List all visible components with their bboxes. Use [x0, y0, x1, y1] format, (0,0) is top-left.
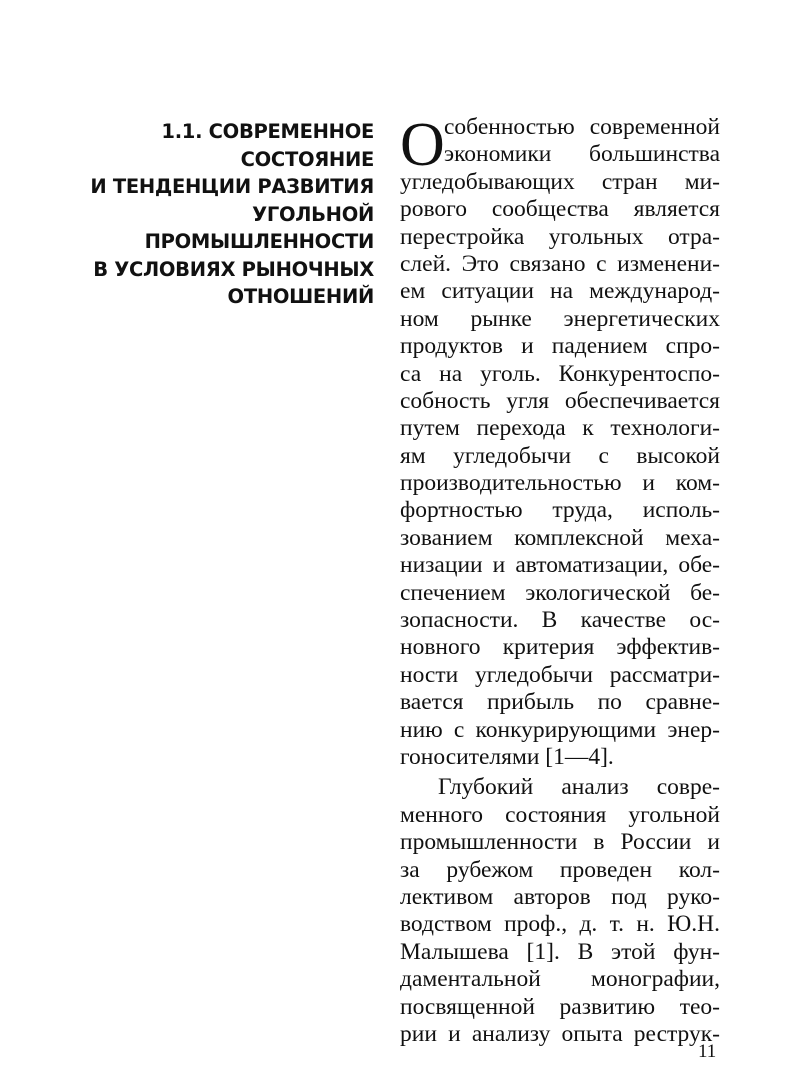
body-text-column	[400, 111, 720, 1048]
text-line: са на уголь. Конкурентоспо-	[400, 360, 720, 387]
text-line: рии и анализу опыта реструк-	[400, 1020, 720, 1047]
text-line: за рубежом проведен кол-	[400, 856, 720, 883]
text-line: Малышева [1]. В этой фун-	[400, 938, 720, 965]
text-line: посвященной развитию тео-	[400, 993, 720, 1020]
text-line: ям угледобычи с высокой	[400, 442, 720, 469]
text-line: собность угля обеспечивается	[400, 387, 720, 414]
text-line: лективом авторов под руко-	[400, 883, 720, 910]
text-line: менного состояния угольной	[400, 801, 720, 828]
heading-line: В УСЛОВИЯХ РЫНОЧНЫХ	[93, 257, 374, 281]
paragraph-1	[400, 111, 720, 771]
text-line: фортностью труда, исполь-	[400, 497, 720, 524]
text-line: угледобывающих стран ми-	[400, 168, 720, 195]
text-line: ем ситуации на международ-	[400, 278, 720, 305]
text-line: низации и автоматизации, обе-	[400, 552, 720, 579]
heading-line: ОТНОШЕНИЙ	[227, 285, 374, 308]
heading-line: СОСТОЯНИЕ	[240, 147, 374, 171]
text-line: гоносителями [1—4].	[400, 743, 614, 770]
text-line: вается прибыль по сравне-	[400, 689, 720, 716]
text-line: ности угледобычи рассматри-	[400, 661, 720, 688]
text-line: собенностью современной	[444, 114, 720, 140]
heading-line: ПРОМЫШЛЕННОСТИ	[144, 230, 374, 253]
text-line: путем перехода к технологи-	[400, 415, 720, 442]
text-line: нию с конкурирующими энер-	[400, 716, 720, 743]
text-line: зованием комплексной меха-	[400, 524, 720, 551]
text-line: промышленности в России и	[400, 829, 720, 856]
heading-line: 1.1. СОВРЕМЕННОЕ	[161, 120, 374, 143]
heading-line: УГОЛЬНОЙ	[252, 202, 374, 226]
text-line: спечением экологической бе-	[400, 579, 720, 606]
text-line: перестройка угольных отра-	[400, 223, 720, 250]
text-line: новного критерия эффектив-	[400, 634, 720, 661]
text-line: водством проф., д. т. н. Ю.Н.	[400, 911, 720, 938]
text-line: даментальной монографии,	[400, 966, 720, 993]
drop-cap: О	[400, 111, 445, 179]
text-line: экономики большинства	[444, 141, 720, 168]
section-heading	[84, 118, 374, 311]
heading-line: И ТЕНДЕНЦИИ РАЗВИТИЯ	[90, 175, 374, 198]
text-line: Глубокий анализ совре-	[438, 774, 720, 801]
text-line: ном рынке энергетических	[400, 305, 720, 332]
page-number: 11	[698, 1041, 717, 1062]
text-line: рового сообщества является	[400, 196, 720, 223]
text-line: зопасности. В качестве ос-	[400, 607, 720, 634]
text-line: производительностью и ком-	[400, 470, 720, 497]
text-line: слей. Это связано с изменени-	[400, 250, 720, 277]
paragraph-2	[400, 774, 720, 1048]
text-line: продуктов и падением спро-	[400, 333, 720, 360]
